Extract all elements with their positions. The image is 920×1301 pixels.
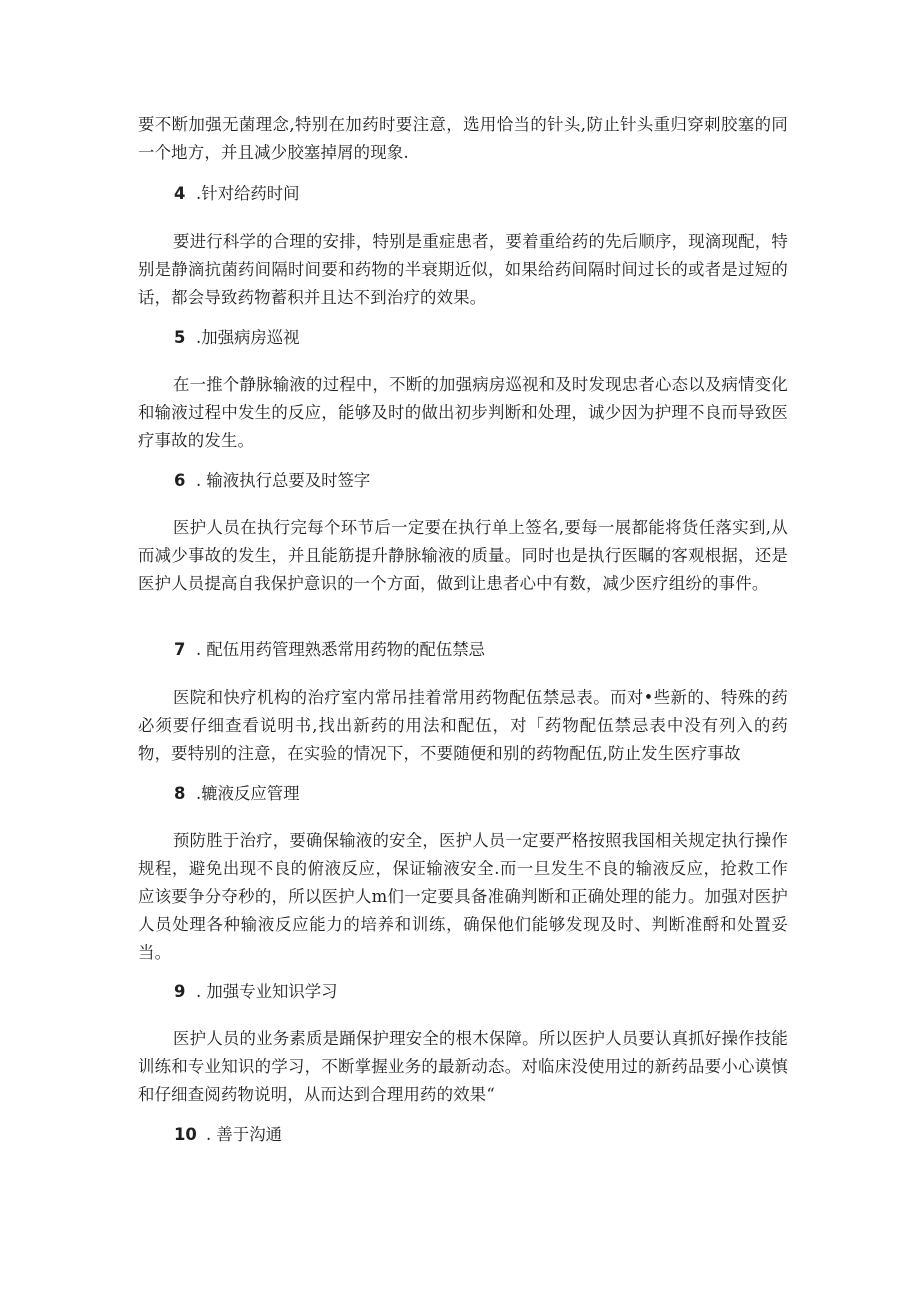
section-heading-9: [174, 980, 338, 1004]
section-body-8: 预防胜于治疗，要确保输液的安全，医护人员一定要严格按照我国相关规定执行操作规程，避免出现不良的俯液反应，保证输液安全.而一旦发生不良的输液反应，抢救工作应该要争分夺秒的，所以医护人m们一定要具备准确判断和正确处理的能力。加强对医护人员处理各种输液反应能力的培养和训练，确保他们能够发现及时、判断准酹和处置妥当。: [138, 831, 788, 962]
section-body-5: 在一推个静脉输液的过程中，不断的加强病房巡视和及时发现忠者心态以及病情变化和输液过程中发生的反应，能够及时的做出初步判断和处理，诚少因为护理不良而导致医疗事故的发生。: [138, 375, 788, 450]
section-number: 10: [174, 1125, 197, 1144]
section-number: 7: [174, 640, 186, 659]
section-heading-5: [174, 326, 300, 350]
section-number: 8: [174, 784, 186, 803]
section-title: . 加强专业知识学习: [196, 982, 338, 1001]
section-title: . 配伍用药管理熟悉常用药物的配伍禁忌: [196, 640, 486, 659]
section-body-4: 要进行科学的合理的安排，特别是重症患者，要着重给药的先后顺序，现滴现配，特别是静滴抗菌药间隔时间要和药物的半衰期近似，如果给药间隔时间过长的或者是过短的话，都会导致药物蓄积并且达不到治疗的效果。: [138, 232, 788, 307]
section-number: 6: [174, 471, 186, 490]
section-heading-4: [174, 182, 300, 206]
intro-paragraph: 要不断加强无菌理念,特别在加药时要注意，选用恰当的针头,防止针头重归穿刺胶塞的同一个地方，并且减少胶塞掉屑的现象.: [138, 115, 788, 162]
section-number: 4: [174, 184, 186, 203]
section-heading-8: [174, 782, 300, 806]
section-title: . 善于沟通: [206, 1125, 282, 1144]
section-heading-6: [174, 469, 370, 493]
section-body-9: 医护人员的业务素质是踊保护理安全的根木保障。所以医护人员要认真抓好操作技能训练和专业知识的学习，不断掌握业务的最新动态。对临床没使用过的新药品要小心谟慎和仔细查阅药物说明，从而达到合理用药的效果“: [138, 1029, 788, 1104]
section-title: .加强病房巡视: [196, 328, 300, 347]
section-body-7: 医院和快疗机构的治疗室内常吊挂着常用药物配伍禁忌表。而对•些新的、特殊的药必须要仔细查看说明书,找出新药的用法和配伍，对「药物配伍禁忌表中没有列入的药物，要特别的注意，在实验的情况下，不要随便和别的药物配伍,防止发生医疗事故: [138, 688, 788, 763]
section-number: 5: [174, 328, 186, 347]
section-number: 9: [174, 982, 186, 1001]
section-title: .针对给药时间: [196, 184, 300, 203]
section-heading-10: [174, 1123, 282, 1147]
section-title: .辘液反应管理: [196, 784, 300, 803]
section-title: . 输液执行总要及时签字: [196, 471, 371, 490]
section-heading-7: [174, 638, 485, 662]
section-body-6: 医护人员在执行完每个环节后一定要在执行单上签名,要每一展都能将货任落实到,从而减少事故的发生，并且能筋提升静脉输液的质量。同时也是执行医瞩的客观根据，还是医护人员提高自我保护意识的一个方面，做到让患者心中有数，减少医疗组纷的事件。: [138, 518, 788, 593]
